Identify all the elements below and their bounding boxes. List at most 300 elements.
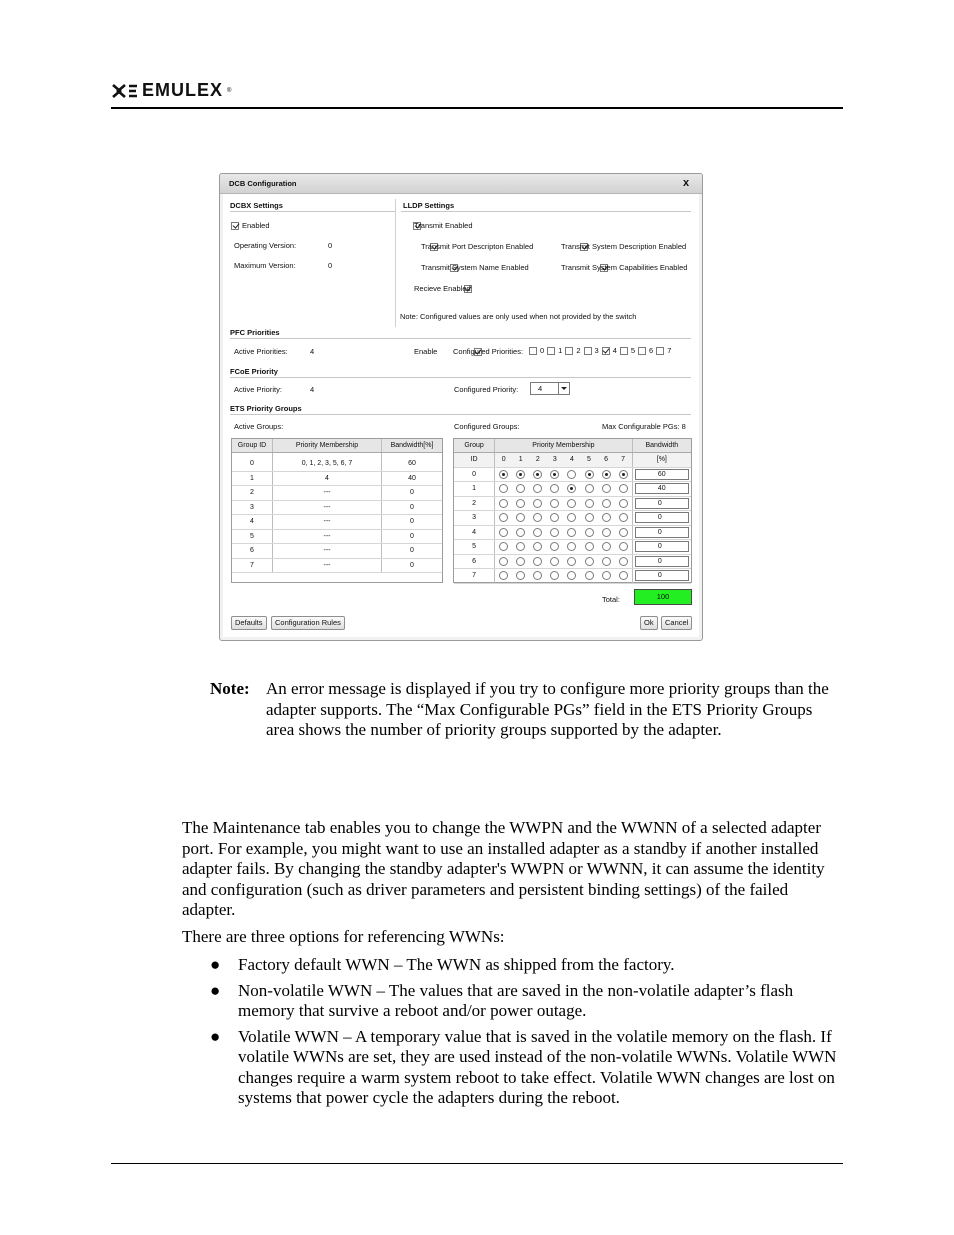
- membership-cell: [512, 554, 529, 569]
- col-header: 7: [615, 453, 633, 468]
- table-cell: 1: [232, 471, 273, 486]
- pfc-priority-label: 0: [540, 346, 545, 355]
- pfc-priority-label: 1: [558, 346, 563, 355]
- table-row: [454, 511, 691, 526]
- bandwidth-input[interactable]: 0: [635, 527, 689, 538]
- col-header: Group ID: [232, 439, 273, 453]
- membership-cell: [529, 482, 546, 497]
- membership-cell: [546, 540, 563, 555]
- priority-membership-radio[interactable]: [619, 499, 628, 508]
- col-header: Priority Membership: [273, 439, 382, 453]
- priority-membership-radio[interactable]: [533, 513, 542, 522]
- membership-cell: [546, 569, 563, 584]
- group-id-cell: 0: [454, 467, 495, 482]
- membership-cell: [529, 554, 546, 569]
- pfc-priority-label: 2: [576, 346, 581, 355]
- membership-cell: [512, 525, 529, 540]
- note-label: Note:: [210, 679, 250, 698]
- membership-cell: [615, 540, 633, 555]
- group-id-cell: 3: [454, 511, 495, 526]
- col-header: Priority Membership: [495, 439, 633, 453]
- total-label: Total:: [602, 595, 620, 604]
- divider: [230, 338, 691, 339]
- priority-membership-radio[interactable]: [585, 528, 594, 537]
- pfc-priority-checkbox[interactable]: [584, 347, 592, 355]
- receive-enabled-label: Recieve Enabled: [414, 284, 471, 293]
- bandwidth-input[interactable]: 0: [635, 512, 689, 523]
- priority-membership-radio[interactable]: [550, 542, 559, 551]
- priority-membership-radio[interactable]: [619, 484, 628, 493]
- membership-cell: [529, 511, 546, 526]
- membership-cell: [563, 496, 580, 511]
- configured-groups-label: Configured Groups:: [454, 422, 520, 431]
- membership-cell: [580, 525, 597, 540]
- footer-rule: [111, 1163, 843, 1164]
- active-groups-rows: [232, 457, 442, 573]
- divider: [230, 414, 691, 415]
- table-row: [232, 500, 442, 515]
- group-id-cell: 6: [454, 554, 495, 569]
- priority-membership-radio[interactable]: [499, 513, 508, 522]
- fcoe-priority-select[interactable]: [530, 382, 570, 395]
- maximum-version-value: 0: [328, 261, 333, 270]
- priority-membership-radio[interactable]: [619, 542, 628, 551]
- list-item: [210, 955, 844, 976]
- table-cell: ---: [273, 515, 382, 530]
- priority-membership-radio[interactable]: [499, 470, 508, 479]
- priority-membership-radio[interactable]: [602, 499, 611, 508]
- table-cell: 2: [232, 486, 273, 501]
- pfc-priority-checkboxes: [529, 346, 671, 355]
- fcoe-active-value: 4: [310, 385, 315, 394]
- membership-cell: [495, 540, 513, 555]
- bandwidth-cell: [632, 467, 691, 482]
- membership-cell: [546, 482, 563, 497]
- group-id-cell: 5: [454, 540, 495, 555]
- group-id-cell: 4: [454, 525, 495, 540]
- group-id-cell: 2: [454, 496, 495, 511]
- bandwidth-input[interactable]: 0: [635, 570, 689, 581]
- pfc-enable-label: Enable: [414, 347, 438, 356]
- priority-membership-radio[interactable]: [499, 571, 508, 580]
- priority-membership-radio[interactable]: [533, 571, 542, 580]
- emulex-logo: [112, 80, 231, 101]
- membership-cell: [563, 511, 580, 526]
- col-header: ID: [454, 453, 495, 468]
- pfc-priority-label: 5: [630, 346, 636, 355]
- table-row: [232, 457, 442, 471]
- table-cell: ---: [273, 500, 382, 515]
- priority-membership-radio[interactable]: [533, 528, 542, 537]
- membership-cell: [546, 554, 563, 569]
- header-rule: [111, 107, 843, 109]
- table-cell: 5: [232, 529, 273, 544]
- system-name-label: Transmit System Name Enabled: [421, 263, 529, 272]
- ets-heading: ETS Priority Groups: [230, 404, 302, 413]
- priority-membership-radio[interactable]: [602, 571, 611, 580]
- membership-cell: [563, 569, 580, 584]
- bandwidth-cell: [632, 554, 691, 569]
- col-header: 0: [495, 453, 513, 468]
- priority-membership-radio[interactable]: [516, 513, 525, 522]
- col-header: 2: [529, 453, 546, 468]
- fcoe-heading: FCoE Priority: [230, 367, 278, 376]
- priority-membership-radio[interactable]: [602, 542, 611, 551]
- membership-cell: [615, 569, 633, 584]
- defaults-button[interactable]: Defaults: [231, 616, 267, 630]
- col-header: Bandwidth: [632, 439, 691, 453]
- bullet-icon: ●: [210, 955, 221, 974]
- total-bandwidth-value: 100: [656, 592, 670, 601]
- table-cell: 4: [232, 515, 273, 530]
- priority-membership-radio[interactable]: [567, 542, 576, 551]
- membership-cell: [546, 496, 563, 511]
- table-row: [454, 554, 691, 569]
- priority-membership-radio[interactable]: [585, 499, 594, 508]
- priority-membership-radio[interactable]: [602, 470, 611, 479]
- wwn-options-intro: There are three options for referencing WWNs:: [182, 927, 505, 946]
- priority-membership-radio[interactable]: [585, 542, 594, 551]
- membership-cell: [580, 511, 597, 526]
- bandwidth-input[interactable]: 40: [635, 483, 689, 494]
- membership-cell: [598, 467, 615, 482]
- membership-cell: [563, 525, 580, 540]
- pfc-priority-checkbox[interactable]: [656, 347, 664, 355]
- pfc-priority-label: 4: [612, 346, 617, 355]
- table-cell: 3: [232, 500, 273, 515]
- membership-cell: [512, 467, 529, 482]
- table-cell: 0: [382, 544, 443, 559]
- pfc-configured-label: Configured Priorities:: [453, 347, 524, 356]
- membership-cell: [615, 525, 633, 540]
- table-row: [454, 525, 691, 540]
- membership-cell: [495, 569, 513, 584]
- bandwidth-cell: [632, 482, 691, 497]
- col-header: Bandwidth[%]: [382, 439, 443, 453]
- membership-cell: [598, 496, 615, 511]
- table-row: [454, 467, 691, 482]
- table-header-row: [232, 439, 442, 453]
- membership-cell: [580, 482, 597, 497]
- membership-cell: [580, 554, 597, 569]
- membership-cell: [598, 511, 615, 526]
- membership-cell: [615, 496, 633, 511]
- table-row: [454, 496, 691, 511]
- table-row: [454, 569, 691, 584]
- table-row: [232, 515, 442, 530]
- priority-membership-radio[interactable]: [516, 528, 525, 537]
- priority-membership-radio[interactable]: [499, 484, 508, 493]
- membership-cell: [563, 540, 580, 555]
- membership-cell: [529, 496, 546, 511]
- membership-cell: [580, 496, 597, 511]
- table-cell: ---: [273, 558, 382, 573]
- table-cell: 4: [273, 471, 382, 486]
- priority-membership-radio[interactable]: [585, 513, 594, 522]
- table-cell: 0: [232, 457, 273, 471]
- fcoe-configured-label: Configured Priority:: [454, 385, 519, 394]
- membership-cell: [512, 511, 529, 526]
- pfc-priority-checkbox[interactable]: [638, 347, 646, 355]
- priority-membership-radio[interactable]: [516, 484, 525, 493]
- cancel-button[interactable]: Cancel: [661, 616, 692, 630]
- pfc-priority-label: 7: [667, 346, 672, 355]
- priority-membership-radio[interactable]: [533, 484, 542, 493]
- priority-membership-radio[interactable]: [567, 470, 576, 479]
- col-header: 5: [580, 453, 597, 468]
- dcb-configuration-dialog: [219, 173, 703, 641]
- priority-membership-radio[interactable]: [516, 571, 525, 580]
- table-cell: 0, 1, 2, 3, 5, 6, 7: [273, 457, 382, 471]
- configuration-rules-button[interactable]: Configuration Rules: [271, 616, 345, 630]
- pfc-heading: PFC Priorities: [230, 328, 280, 337]
- bandwidth-input[interactable]: 0: [635, 556, 689, 567]
- table-row: [232, 558, 442, 573]
- membership-cell: [598, 540, 615, 555]
- logo-text: EMULEX: [142, 80, 224, 100]
- priority-membership-radio[interactable]: [550, 484, 559, 493]
- membership-cell: [580, 540, 597, 555]
- table-cell: 7: [232, 558, 273, 573]
- table-cell: 6: [232, 544, 273, 559]
- port-description-label: Transmit Port Descripton Enabled: [421, 242, 534, 251]
- bandwidth-cell: [632, 569, 691, 584]
- operating-version-label: Operating Version:: [234, 241, 297, 250]
- dcbx-heading: DCBX Settings: [230, 201, 283, 210]
- active-groups-label: Active Groups:: [234, 422, 284, 431]
- table-subheader-row: [454, 453, 691, 468]
- note-text: An error message is displayed if you try to configure more priority groups than the adapter supports. The “Max Configurable PGs” field in the ETS Priority Groups area shows the number of priority groups supported by the adapter.: [266, 679, 829, 739]
- membership-cell: [495, 525, 513, 540]
- membership-cell: [529, 467, 546, 482]
- bandwidth-input[interactable]: 60: [635, 469, 689, 480]
- col-header: 4: [563, 453, 580, 468]
- membership-cell: [615, 554, 633, 569]
- table-cell: ---: [273, 544, 382, 559]
- pfc-active-value: 4: [310, 347, 315, 356]
- membership-cell: [495, 467, 513, 482]
- priority-membership-radio[interactable]: [567, 557, 576, 566]
- priority-membership-radio[interactable]: [499, 528, 508, 537]
- priority-membership-radio[interactable]: [550, 571, 559, 580]
- fcoe-priority-value: 4: [538, 384, 543, 393]
- priority-membership-radio[interactable]: [516, 499, 525, 508]
- membership-cell: [546, 467, 563, 482]
- membership-cell: [598, 554, 615, 569]
- membership-cell: [563, 482, 580, 497]
- bullet-icon: ●: [210, 980, 221, 1000]
- configured-groups-grid: [454, 439, 691, 584]
- priority-membership-radio[interactable]: [550, 499, 559, 508]
- membership-cell: [598, 482, 615, 497]
- membership-cell: [512, 496, 529, 511]
- divider: [230, 211, 395, 212]
- table-cell: 60: [382, 457, 443, 471]
- priority-membership-radio[interactable]: [567, 484, 576, 493]
- membership-cell: [615, 511, 633, 526]
- priority-membership-radio[interactable]: [567, 571, 576, 580]
- membership-cell: [580, 569, 597, 584]
- pfc-priority-checkbox[interactable]: [620, 347, 628, 355]
- logo-trademark: ®: [227, 87, 232, 94]
- col-header: Group: [454, 439, 495, 453]
- max-configurable-pgs: Max Configurable PGs: 8: [602, 422, 686, 431]
- membership-cell: [529, 525, 546, 540]
- table-row: [232, 486, 442, 501]
- membership-cell: [529, 540, 546, 555]
- operating-version-value: 0: [328, 241, 333, 250]
- total-bandwidth-field: [634, 589, 692, 605]
- lldp-note: Note: Configured values are only used when not provided by the switch: [400, 312, 637, 321]
- col-header: 6: [598, 453, 615, 468]
- membership-cell: [512, 540, 529, 555]
- priority-membership-radio[interactable]: [619, 470, 628, 479]
- priority-membership-radio[interactable]: [585, 557, 594, 566]
- system-capabilities-label: Transmit System Capabilities Enabled: [561, 263, 688, 272]
- membership-cell: [495, 511, 513, 526]
- table-cell: ---: [273, 486, 382, 501]
- membership-cell: [598, 525, 615, 540]
- dialog-title: DCB Configuration: [229, 179, 297, 188]
- fcoe-active-label: Active Priority:: [234, 385, 282, 394]
- table-cell: 0: [382, 500, 443, 515]
- table-header-row: [454, 439, 691, 453]
- dcbx-enabled-checkbox[interactable]: [231, 222, 239, 230]
- wwn-options-list: [210, 955, 844, 1109]
- priority-membership-radio[interactable]: [516, 557, 525, 566]
- col-header: 1: [512, 453, 529, 468]
- active-groups-table: [231, 438, 443, 583]
- divider: [401, 211, 691, 212]
- priority-membership-radio[interactable]: [602, 557, 611, 566]
- priority-membership-radio[interactable]: [516, 470, 525, 479]
- priority-membership-radio[interactable]: [550, 557, 559, 566]
- divider: [230, 377, 691, 378]
- bullet-icon: ●: [210, 1026, 221, 1046]
- priority-membership-radio[interactable]: [533, 557, 542, 566]
- priority-membership-radio[interactable]: [516, 542, 525, 551]
- pfc-priority-checkbox[interactable]: [565, 347, 573, 355]
- priority-membership-radio[interactable]: [567, 513, 576, 522]
- table-row: [232, 471, 442, 486]
- bandwidth-cell: [632, 540, 691, 555]
- dialog-body: [223, 194, 699, 637]
- membership-cell: [495, 482, 513, 497]
- priority-membership-radio[interactable]: [567, 499, 576, 508]
- membership-cell: [495, 496, 513, 511]
- configured-groups-table: [453, 438, 692, 583]
- priority-membership-radio[interactable]: [567, 528, 576, 537]
- membership-cell: [512, 569, 529, 584]
- table-row: [232, 529, 442, 544]
- priority-membership-radio[interactable]: [550, 528, 559, 537]
- col-header: [%]: [632, 453, 691, 468]
- chevron-down-icon: [558, 383, 569, 394]
- group-id-cell: 7: [454, 569, 495, 584]
- active-groups-grid: [232, 439, 442, 573]
- maintenance-paragraph: The Maintenance tab enables you to change the WWPN and the WWNN of a selected adapter port. For example, you might want to use an installed adapter as a standby if another installed adapter fails. By changing the standby adapter's WWPN or WWNN, it can assume the identity and configuration (such as driver parameters and persistent binding settings) of the failed adapter.: [182, 818, 825, 919]
- pfc-priority-label: 3: [594, 346, 599, 355]
- emulex-mark-icon: [112, 84, 138, 98]
- membership-cell: [615, 467, 633, 482]
- table-row: [454, 540, 691, 555]
- transmit-enabled-label: Transmit Enabled: [414, 221, 473, 230]
- priority-membership-radio[interactable]: [550, 470, 559, 479]
- list-item: [210, 981, 844, 1022]
- close-icon[interactable]: x: [683, 177, 690, 189]
- priority-membership-radio[interactable]: [602, 513, 611, 522]
- pfc-priority-label: 6: [649, 346, 654, 355]
- lldp-heading: LLDP Settings: [403, 201, 455, 210]
- list-item: [210, 1027, 844, 1109]
- priority-membership-radio[interactable]: [499, 499, 508, 508]
- bandwidth-cell: [632, 511, 691, 526]
- priority-membership-radio[interactable]: [585, 571, 594, 580]
- table-cell: 0: [382, 486, 443, 501]
- priority-membership-radio[interactable]: [550, 513, 559, 522]
- configured-groups-rows: [454, 467, 691, 583]
- priority-membership-radio[interactable]: [585, 470, 594, 479]
- priority-membership-radio[interactable]: [585, 484, 594, 493]
- priority-membership-radio[interactable]: [602, 484, 611, 493]
- membership-cell: [512, 482, 529, 497]
- table-cell: 0: [382, 515, 443, 530]
- table-cell: 40: [382, 471, 443, 486]
- priority-membership-radio[interactable]: [533, 499, 542, 508]
- membership-cell: [546, 511, 563, 526]
- table-row: [454, 482, 691, 497]
- priority-membership-radio[interactable]: [619, 528, 628, 537]
- col-header: 3: [546, 453, 563, 468]
- membership-cell: [615, 482, 633, 497]
- membership-cell: [546, 525, 563, 540]
- pfc-priority-checkbox[interactable]: [529, 347, 537, 355]
- list-item-text: Volatile WWN – A temporary value that is saved in the volatile memory on the flash. If volatile WWNs are set, they are used instead of the non-volatile WWNs. Volatile WWN changes require a warm system reboot to take effect. Volatile WWN changes are lost on systems that power cycle the adapters during the reboot.: [238, 1026, 837, 1107]
- priority-membership-radio[interactable]: [533, 470, 542, 479]
- ok-button[interactable]: Ok: [640, 616, 658, 630]
- table-cell: 0: [382, 529, 443, 544]
- priority-membership-radio[interactable]: [533, 542, 542, 551]
- priority-membership-radio[interactable]: [499, 542, 508, 551]
- system-description-label: Transmit System Description Enabled: [561, 242, 687, 251]
- priority-membership-radio[interactable]: [619, 571, 628, 580]
- priority-membership-radio[interactable]: [499, 557, 508, 566]
- bandwidth-cell: [632, 525, 691, 540]
- divider: [395, 199, 396, 327]
- list-item-text: Non-volatile WWN – The values that are saved in the non-volatile adapter’s flash memory that survive a reboot and/or power outage.: [238, 980, 794, 1020]
- list-item-text: Factory default WWN – The WWN as shipped from the factory.: [238, 955, 675, 974]
- bandwidth-input[interactable]: 0: [635, 498, 689, 509]
- pfc-active-label: Active Priorities:: [234, 347, 288, 356]
- pfc-priority-checkbox[interactable]: [602, 347, 610, 355]
- table-cell: 0: [382, 558, 443, 573]
- bandwidth-cell: [632, 496, 691, 511]
- membership-cell: [563, 554, 580, 569]
- bandwidth-input[interactable]: 0: [635, 541, 689, 552]
- dcbx-enabled-label: Enabled: [242, 221, 270, 230]
- priority-membership-radio[interactable]: [619, 513, 628, 522]
- table-cell: ---: [273, 529, 382, 544]
- membership-cell: [598, 569, 615, 584]
- membership-cell: [529, 569, 546, 584]
- priority-membership-radio[interactable]: [619, 557, 628, 566]
- group-id-cell: 1: [454, 482, 495, 497]
- priority-membership-radio[interactable]: [602, 528, 611, 537]
- pfc-priority-checkbox[interactable]: [547, 347, 555, 355]
- membership-cell: [495, 554, 513, 569]
- membership-cell: [563, 467, 580, 482]
- membership-cell: [580, 467, 597, 482]
